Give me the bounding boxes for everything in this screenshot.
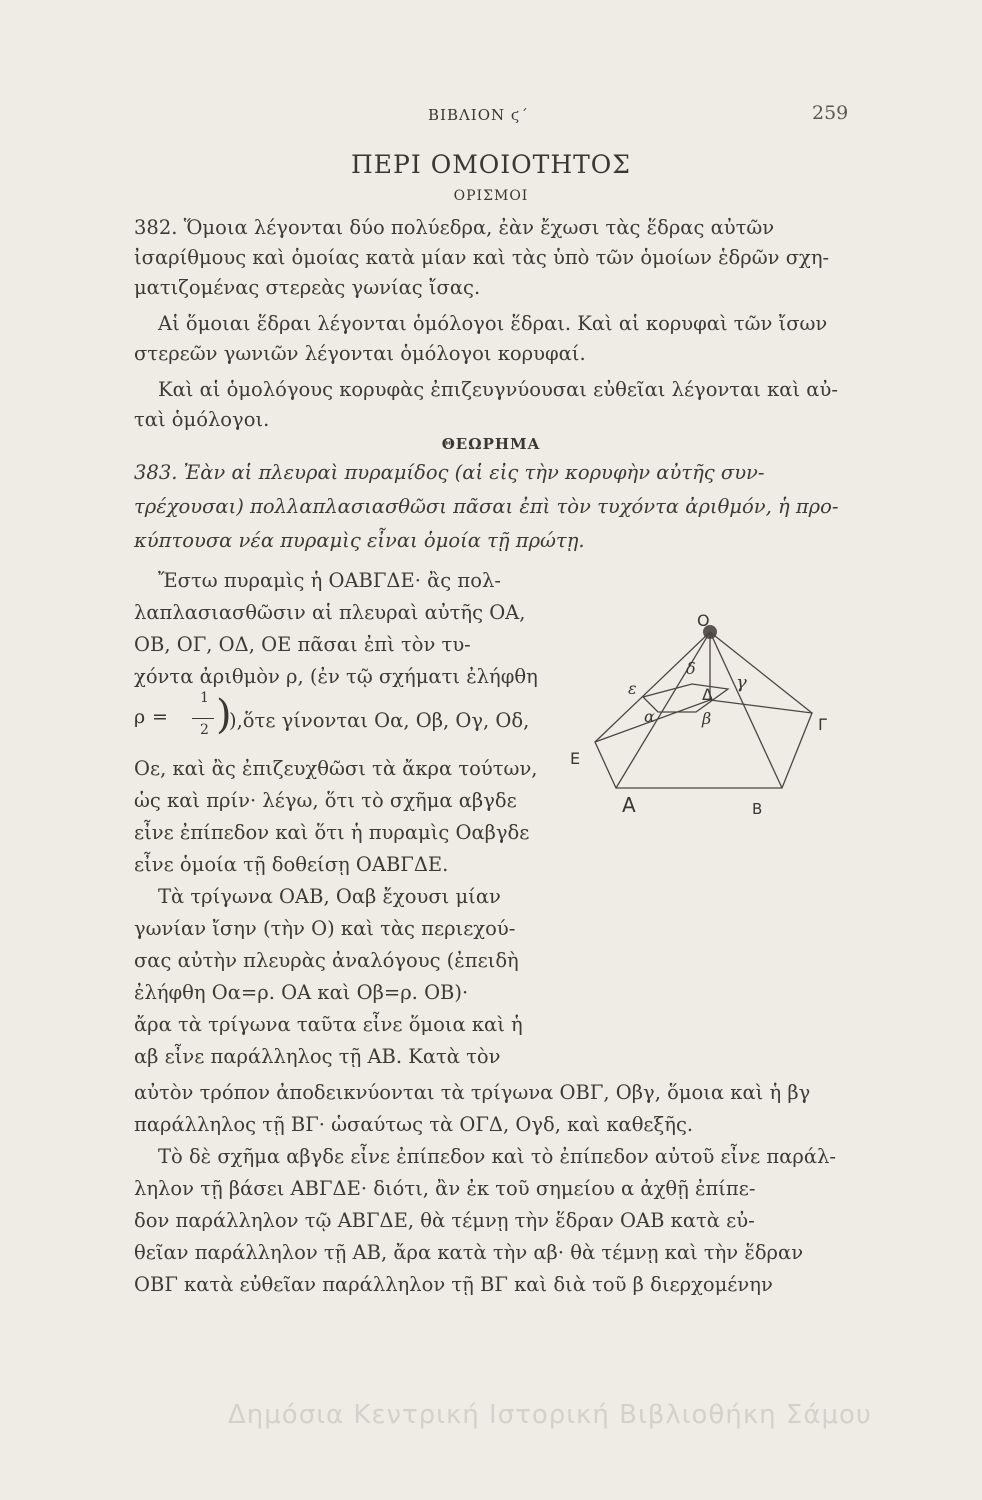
text-line: ταὶ ὁμόλογοι. <box>134 408 270 431</box>
inner-pentagon <box>643 684 728 712</box>
text-line: θεῖαν παράλληλον τῇ ΑΒ, ἄρα κατὰ τὴν αβ· θὰ τέμνῃ καὶ τὴν ἕδραν <box>134 1241 804 1264</box>
label-gamma: γ <box>736 672 747 693</box>
theorem-line: 383. Ἐὰν αἱ πλευραὶ πυραμίδος (αἱ εἰς τὴν κορυφὴν αὐτῆς συν- <box>134 461 765 484</box>
text-line: εἶνε ἐπίπεδον καὶ ὅτι ἡ πυραμὶς Οαβγδε <box>134 821 530 844</box>
closing-parenthesis: ) <box>216 692 232 738</box>
formula-equals: = <box>152 706 168 728</box>
label-D: Δ <box>702 685 713 704</box>
label-A: Α <box>622 793 636 817</box>
section-title: ΠΕΡΙ ΟΜΟΙΟΤΗΤΟΣ <box>351 150 631 179</box>
formula-symbol: ρ <box>134 706 146 728</box>
text-line: λαπλασιασθῶσιν αἱ πλευραὶ αὐτῆς ΟΑ, <box>134 601 526 624</box>
label-G: Γ <box>818 715 827 734</box>
label-epsilon: ε <box>628 679 637 698</box>
text-line: στερεῶν γωνιῶν λέγονται ὁμόλογοι κορυφαί. <box>134 342 586 365</box>
fraction-numerator: 1 <box>200 690 209 706</box>
text-line: ὡς καὶ πρίν· λέγω, ὅτι τὸ σχῆμα αβγδε <box>134 789 517 812</box>
fraction-denominator: 2 <box>200 722 209 738</box>
fraction-bar <box>192 718 214 719</box>
text-line: ΟΒ, ΟΓ, ΟΔ, ΟΕ πᾶσαι ἐπὶ τὸν τυ- <box>134 633 471 656</box>
pyramid-figure <box>560 580 860 900</box>
label-beta: β <box>702 709 712 728</box>
text-line: Οε, καὶ ἂς ἐπιζευχθῶσι τὰ ἄκρα τούτων, <box>134 757 538 780</box>
theorem-title: ΘΕΩΡΗΜΑ <box>441 435 541 453</box>
text-line: εἶνε ὁμοία τῇ δοθείσῃ ΟΑΒΓΔΕ. <box>134 853 449 876</box>
text-line: χόντα ἀριθμὸν ρ, (ἐν τῷ σχήματι ἐλήφθη <box>134 665 538 688</box>
label-alpha: α <box>644 707 655 726</box>
running-head <box>0 100 982 130</box>
text-line: ληλον τῇ βάσει ΑΒΓΔΕ· διότι, ἂν ἐκ τοῦ σημείου α ἀχθῇ ἐπίπε- <box>134 1177 756 1200</box>
text-line: Αἱ ὅμοιαι ἕδραι λέγονται ὁμόλογοι ἕδραι. Καὶ αἱ κορυφαὶ τῶν ἴσων <box>158 312 828 335</box>
text-line: αὐτὸν τρόπον ἀποδεικνύονται τὰ τρίγωνα ΟΒΓ, Οβγ, ὅμοια καὶ ἡ βγ <box>134 1081 811 1104</box>
text-line: ἄρα τὰ τρίγωνα ταῦτα εἶνε ὅμοια καὶ ἡ <box>134 1013 523 1036</box>
edge-OG <box>710 632 812 713</box>
edge-OB <box>710 632 782 788</box>
text-line: σας αὐτὴν πλευρὰς ἀναλόγους (ἐπειδὴ <box>134 949 519 972</box>
text-line: παράλληλος τῇ ΒΓ· ὡσαύτως τὰ ΟΓΔ, Ογδ, καὶ καθεξῆς. <box>134 1113 694 1136</box>
label-B: Β <box>752 800 763 818</box>
text-line: γωνίαν ἴσην (τὴν Ο) καὶ τὰς περιεχού- <box>134 917 516 940</box>
text-line: ἐλήφθη Οα=ρ. ΟΑ καὶ Οβ=ρ. ΟΒ)· <box>134 981 469 1004</box>
label-delta: δ <box>686 659 696 678</box>
text-line: ΟΒΓ κατὰ εὐθεῖαν παράλληλον τῇ ΒΓ καὶ διὰ τοῦ β διερχομένην <box>134 1273 773 1296</box>
label-E: Ε <box>570 749 581 768</box>
book-label: ΒΙΒΛΙΟΝ ϛ΄ <box>428 106 529 124</box>
theorem-line: κύπτουσα νέα πυραμὶς εἶναι ὁμοία τῇ πρώτῃ. <box>134 529 585 552</box>
definitions-heading: ΟΡΙΣΜΟΙ <box>453 188 529 204</box>
label-apex: O <box>697 611 710 630</box>
text-line: ),ὅτε γίνονται Οα, Οβ, Ογ, Οδ, <box>229 709 530 732</box>
formula <box>134 690 230 750</box>
text-line: Τὸ δὲ σχῆμα αβγδε εἶνε ἐπίπεδον καὶ τὸ ἐπίπεδον αὐτοῦ εἶνε παράλ- <box>158 1145 836 1168</box>
text-line: Τὰ τρίγωνα ΟΑΒ, Οαβ ἔχουσι μίαν <box>158 885 501 908</box>
page-number: 259 <box>812 102 849 124</box>
theorem-line: τρέχουσαι) πολλαπλασιασθῶσι πᾶσαι ἐπὶ τὸν τυχόντα ἀριθμόν, ἡ προ- <box>134 495 839 518</box>
edge-OA <box>616 632 710 788</box>
text-line: ἰσαρίθμους καὶ ὁμοίας κατὰ μίαν καὶ τὰς ὑπὸ τῶν ὁμοίων ἑδρῶν σχη- <box>134 246 830 269</box>
text-line: δον παράλληλον τῷ ΑΒΓΔΕ, θὰ τέμνῃ τὴν ἕδραν ΟΑΒ κατὰ εὐ- <box>134 1209 755 1232</box>
library-watermark: Δημόσια Κεντρική Ιστορική Βιβλιοθήκη Σάμου <box>228 1400 872 1430</box>
text-line: 382. Ὅμοια λέγονται δύο πολύεδρα, ἐὰν ἔχωσι τὰς ἕδρας αὐτῶν <box>134 216 775 239</box>
text-line: ματιζομένας στερεὰς γωνίας ἴσας. <box>134 276 481 299</box>
text-line: Ἔστω πυραμὶς ἡ ΟΑΒΓΔΕ· ἂς πολ- <box>158 569 501 592</box>
text-line: αβ εἶνε παράλληλος τῇ ΑΒ. Κατὰ τὸν <box>134 1045 501 1068</box>
text-line: Καὶ αἱ ὁμολόγους κορυφὰς ἐπιζευγνύουσαι εὐθεῖαι λέγονται καὶ αὐ- <box>158 378 838 401</box>
